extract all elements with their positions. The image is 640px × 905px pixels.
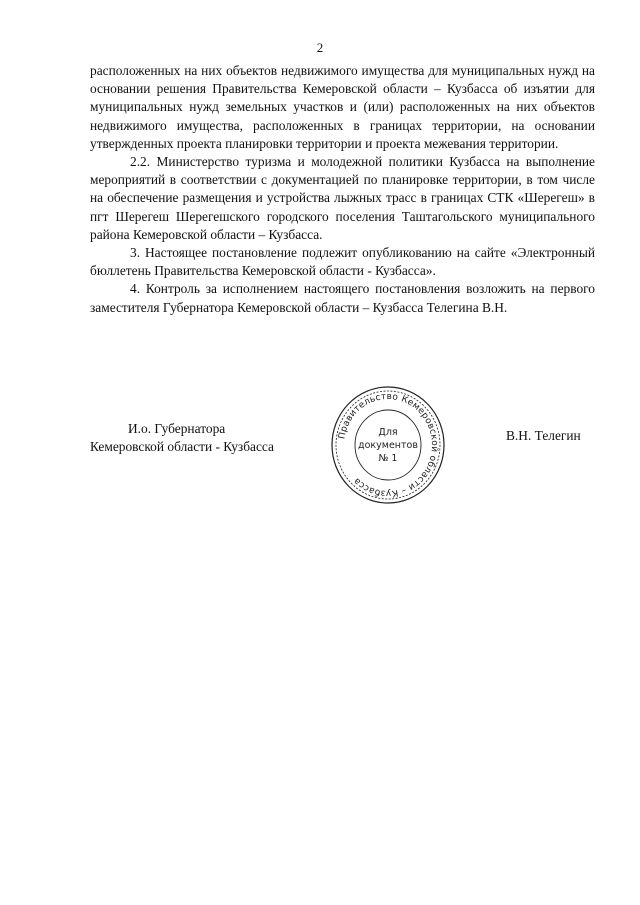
signatory-name: В.Н. Телегин — [506, 428, 581, 443]
paragraph-1: расположенных на них объектов недвижимого имущества для муниципальных нужд на основании решения Правительства Кемеровской области – Кузбасса об изъятии для муниципальных нужд земельных участков и (или) расположенных на них объектов недвижимого имущества, расположенных в границах территории, на основании утвержденных проекта планировки территории и проекта межевания территории. — [90, 63, 595, 151]
paragraph-4: 4. Контроль за исполнением настоящего постановления возложить на первого заместителя Губернатора Кемеровской области – Кузбасса Телегина В.Н. — [90, 281, 595, 315]
signatory-title-line2: Кемеровской области - Кузбасса — [90, 439, 274, 454]
seal-ring-text: Правительство Кемеровской области – Кузбасса — [337, 391, 440, 499]
paragraph-2-2: 2.2. Министерство туризма и молодежной политики Кузбасса на выполнение мероприятий в соответствии с документацией по планировке территории, в том числе на обеспечение размещения и устройства лыжных трасс в границах СТК «Шерегеш» в пгт Шерегеш Шерегешского городского поселения Таштагольского муниципального района Кемеровской области – Кузбасса. — [90, 154, 595, 242]
document-body — [90, 62, 595, 317]
signatory-title-line1: И.о. Губернатора — [128, 421, 226, 436]
signatory-title — [90, 420, 274, 456]
paragraph-3: 3. Настоящее постановление подлежит опубликованию на сайте «Электронный бюллетень Правительства Кемеровской области - Кузбасса». — [90, 245, 595, 279]
page-number: 2 — [316, 40, 324, 55]
official-seal — [328, 383, 448, 507]
seal-center-line1: Для — [378, 427, 398, 438]
seal-center-line3: № 1 — [378, 453, 398, 464]
seal-center-line2: документов — [358, 440, 418, 451]
